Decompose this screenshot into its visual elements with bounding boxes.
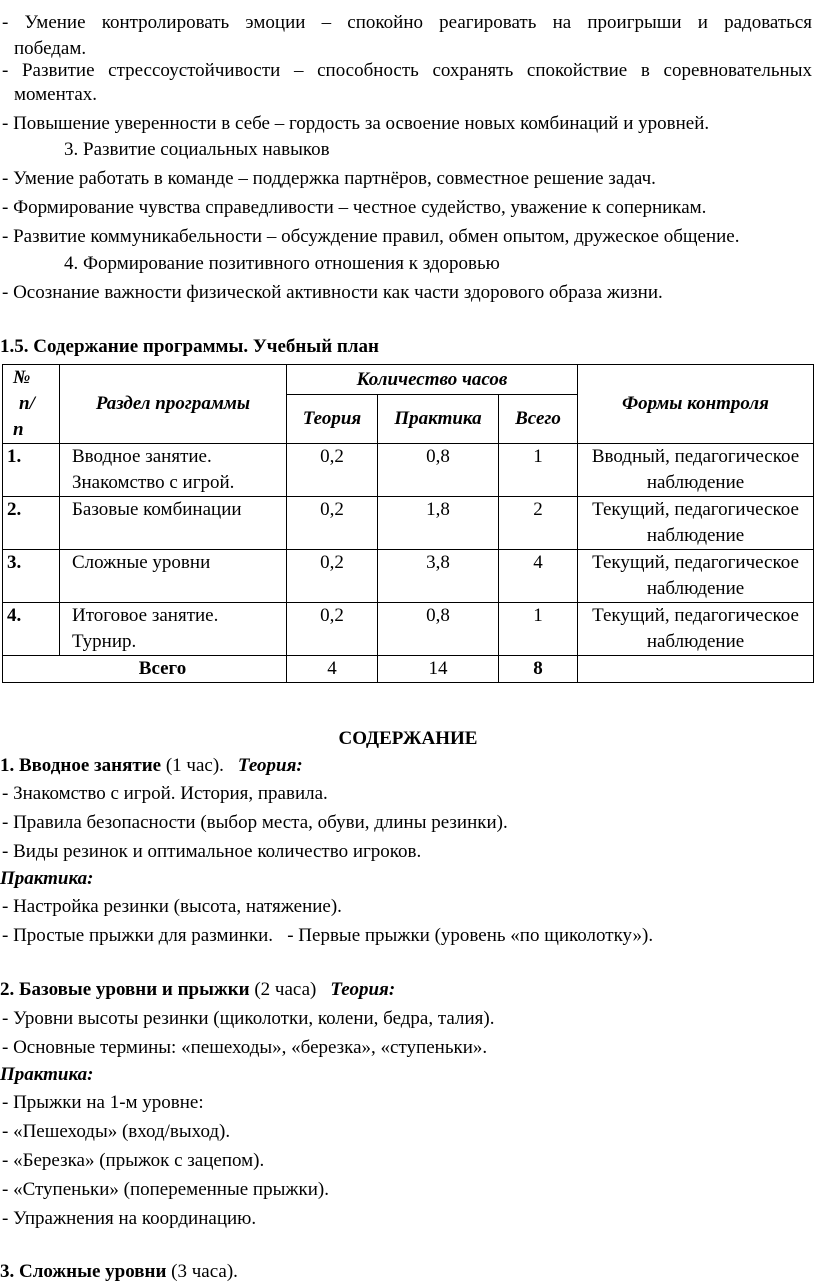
table-row	[3, 444, 814, 497]
plan-heading: 1.5. Содержание программы. Учебный план	[0, 336, 379, 357]
list-item: - Виды резинок и оптимальное количество игроков.	[2, 841, 422, 862]
intro-line: - Развитие коммуникабельности – обсуждение правил, обмен опытом, дружеское общение.	[2, 226, 740, 247]
row-practice: 1,8	[378, 497, 499, 550]
row-section: Итоговое занятие. Турнир.	[60, 603, 287, 656]
row-control: Текущий, педагогическое наблюдение	[578, 603, 814, 656]
list-item: - Знакомство с игрой. История, правила.	[2, 783, 328, 804]
list-item: - «Пешеходы» (вход/выход).	[2, 1121, 231, 1142]
row-theory: 0,2	[287, 603, 378, 656]
section-1-hours: (1 час).	[161, 755, 224, 776]
section-3-title: 3. Сложные уровни	[0, 1261, 167, 1282]
section-2-practice-label: Практика:	[0, 1064, 94, 1085]
subsection-heading: 4. Формирование позитивного отношения к здоровью	[64, 253, 500, 274]
col-header-theory: Теория	[287, 395, 378, 444]
table-row	[3, 497, 814, 550]
list-item: - Уровни высоты резинки (щиколотки, колени, бедра, талия).	[2, 1008, 495, 1029]
intro-line: - Умение контролировать эмоции – спокойно реагировать на проигрыши и радоваться	[2, 12, 812, 33]
list-item: - Упражнения на координацию.	[2, 1208, 257, 1229]
content-heading: СОДЕРЖАНИЕ	[338, 728, 478, 749]
total-control	[578, 656, 814, 683]
row-section: Базовые комбинации	[60, 497, 287, 550]
table-total-row	[3, 656, 814, 683]
col-header-practice: Практика	[378, 395, 499, 444]
list-item: - «Ступеньки» (попеременные прыжки).	[2, 1179, 329, 1200]
row-control: Текущий, педагогическое наблюдение	[578, 497, 814, 550]
row-practice: 3,8	[378, 550, 499, 603]
row-total: 4	[499, 550, 578, 603]
section-2-theory-label: Теория:	[330, 979, 396, 1000]
col-header-num: № п/ п	[3, 365, 60, 444]
intro-line: - Повышение уверенности в себе – гордость за освоение новых комбинаций и уровней.	[2, 113, 710, 134]
intro-line: - Осознание важности физической активности как части здорового образа жизни.	[2, 282, 663, 303]
section-1-title-line	[0, 753, 303, 779]
col-header-section: Раздел программы	[60, 365, 287, 444]
row-practice: 0,8	[378, 603, 499, 656]
list-item: - Настройка резинки (высота, натяжение).	[2, 896, 342, 917]
section-2-title: 2. Базовые уровни и прыжки	[0, 979, 250, 1000]
row-total: 1	[499, 444, 578, 497]
list-item: - Простые прыжки для разминки. - Первые прыжки (уровень «по щиколотку»).	[2, 925, 654, 946]
table-row	[3, 550, 814, 603]
row-control: Текущий, педагогическое наблюдение	[578, 550, 814, 603]
col-header-control: Формы контроля	[578, 365, 814, 444]
row-section: Сложные уровни	[60, 550, 287, 603]
intro-line: - Умение работать в команде – поддержка партнёров, совместное решение задач.	[2, 168, 656, 189]
section-2-title-line	[0, 977, 395, 1003]
list-item: - «Березка» (прыжок с зацепом).	[2, 1150, 265, 1171]
intro-line: - Развитие стрессоустойчивости – способность сохранять спокойствие в соревновательных	[2, 60, 812, 81]
section-2-hours: (2 часа)	[249, 979, 317, 1000]
section-1-practice-label: Практика:	[0, 868, 94, 889]
total-label: Всего	[3, 656, 287, 683]
row-practice: 0,8	[378, 444, 499, 497]
row-num: 2.	[3, 497, 60, 550]
col-header-total: Всего	[499, 395, 578, 444]
total-practice: 14	[378, 656, 499, 683]
row-control: Вводный, педагогическое наблюдение	[578, 444, 814, 497]
total-theory: 4	[287, 656, 378, 683]
intro-line: - Формирование чувства справедливости – честное судейство, уважение к соперникам.	[2, 197, 707, 218]
list-item: - Основные термины: «пешеходы», «березка», «ступеньки».	[2, 1037, 488, 1058]
section-1-title: 1. Вводное занятие	[0, 755, 162, 776]
section-3-hours: (3 часа).	[166, 1261, 238, 1282]
row-num: 1.	[3, 444, 60, 497]
total-total: 8	[499, 656, 578, 683]
list-item: - Прыжки на 1-м уровне:	[2, 1092, 204, 1113]
table-header-row	[3, 365, 814, 395]
intro-line: победам.	[14, 38, 87, 59]
col-header-hours: Количество часов	[287, 365, 578, 395]
row-theory: 0,2	[287, 497, 378, 550]
row-section: Вводное занятие. Знакомство с игрой.	[60, 444, 287, 497]
row-theory: 0,2	[287, 550, 378, 603]
section-1-theory-label: Теория:	[237, 755, 303, 776]
section-3-title-line	[0, 1259, 238, 1285]
row-num: 3.	[3, 550, 60, 603]
list-item: - Правила безопасности (выбор места, обуви, длины резинки).	[2, 812, 508, 833]
intro-line: моментах.	[14, 84, 98, 105]
subsection-heading: 3. Развитие социальных навыков	[64, 139, 330, 160]
row-num: 4.	[3, 603, 60, 656]
table-row	[3, 603, 814, 656]
row-total: 1	[499, 603, 578, 656]
row-total: 2	[499, 497, 578, 550]
row-theory: 0,2	[287, 444, 378, 497]
curriculum-table	[2, 364, 814, 683]
